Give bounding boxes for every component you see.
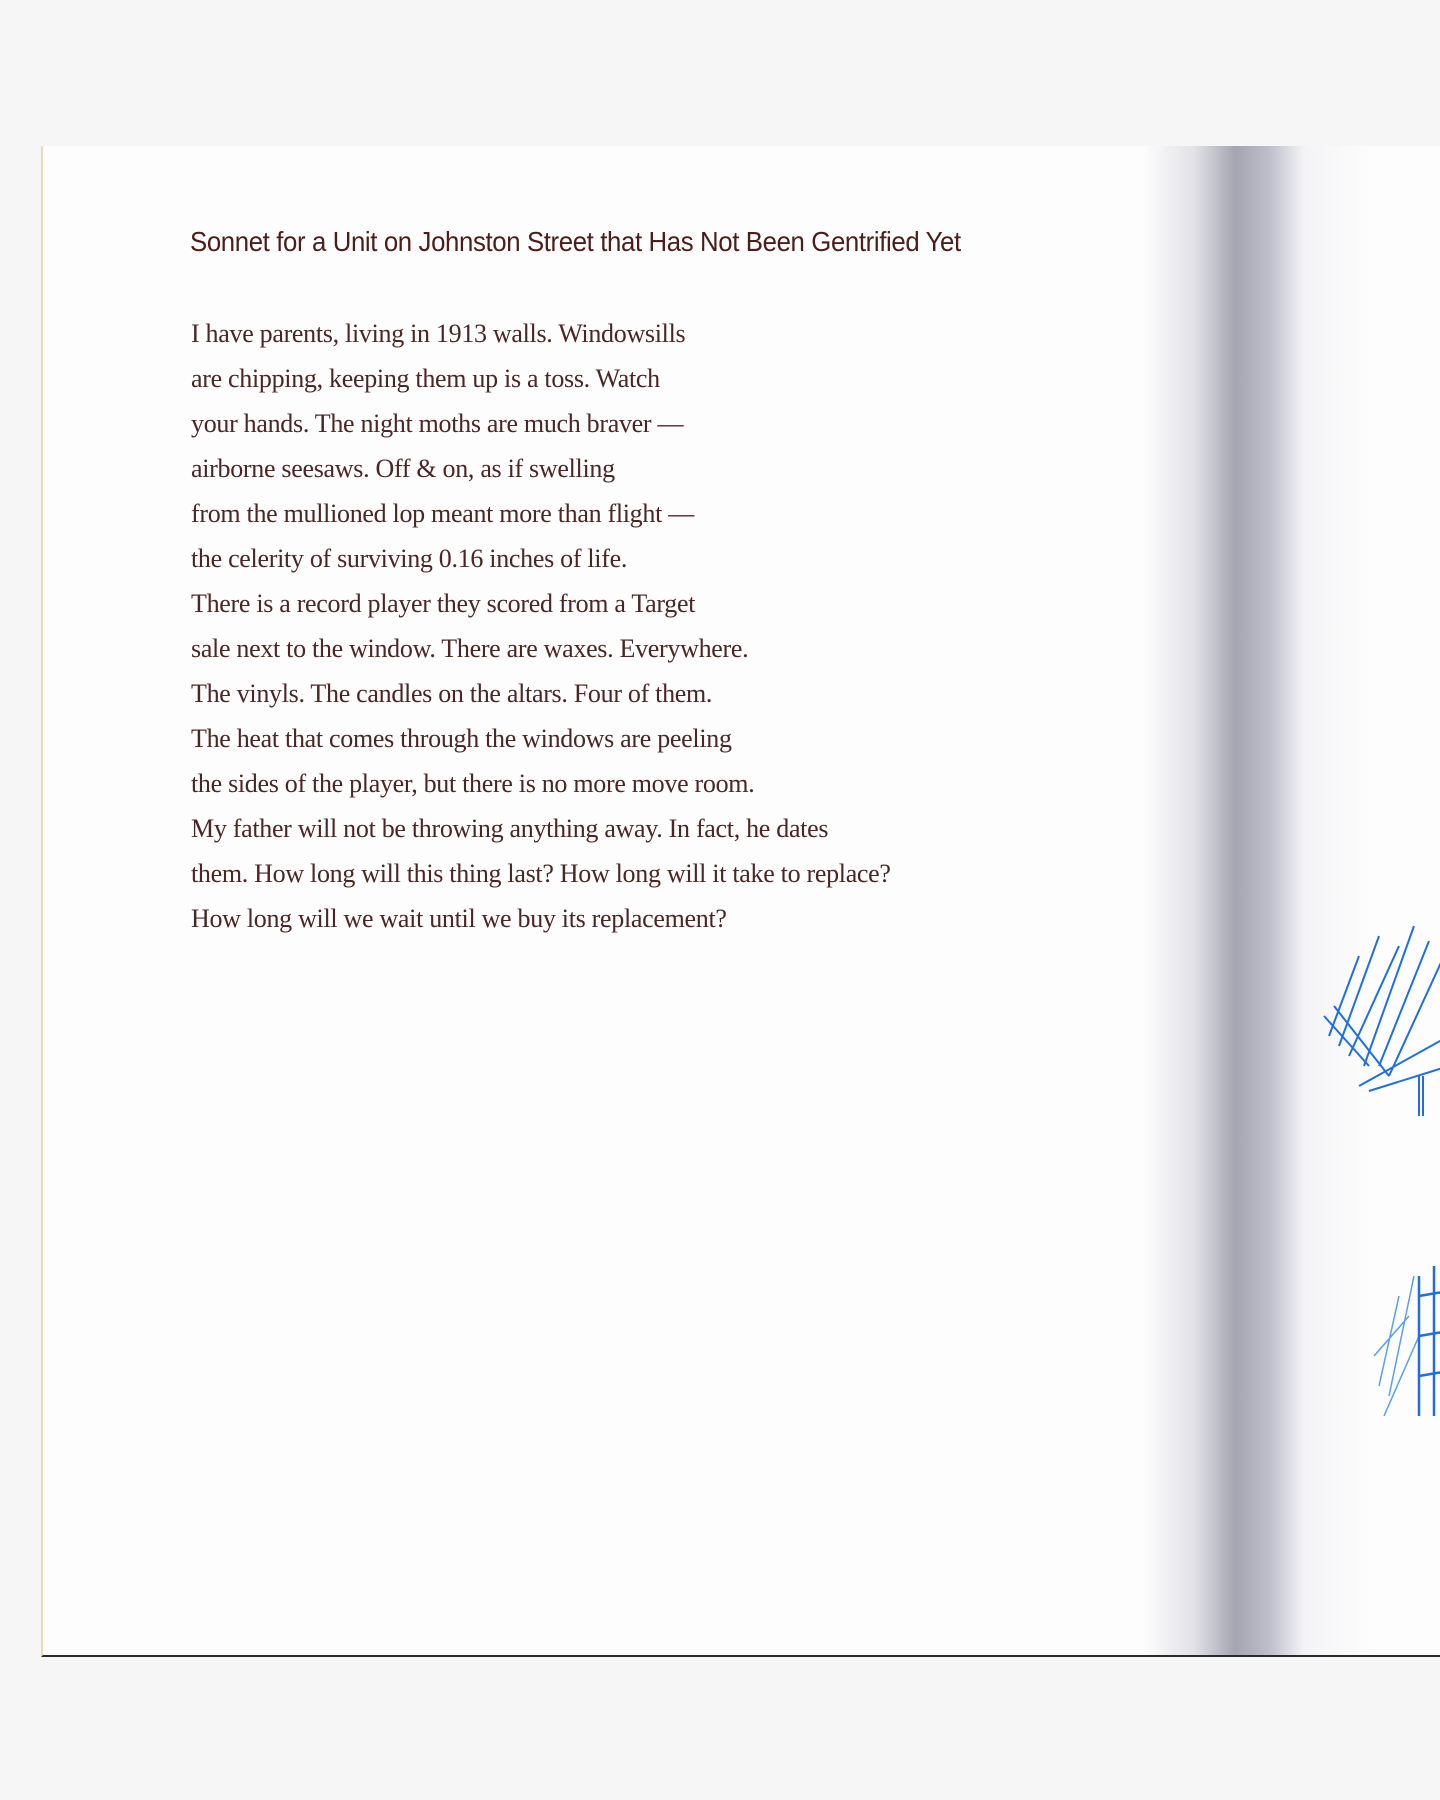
poem-line: How long will we wait until we buy its replacement? xyxy=(191,904,727,933)
poem-line: from the mullioned lop meant more than flight — xyxy=(191,499,694,528)
poem-line: There is a record player they scored from a Target xyxy=(191,589,696,618)
poem-line: sale next to the window. There are waxes. Everywhere. xyxy=(191,634,749,663)
poem-line: your hands. The night moths are much braver — xyxy=(191,409,684,438)
poem-line: The heat that comes through the windows are peeling xyxy=(191,724,732,753)
poem-title: Sonnet for a Unit on Johnston Street that Has Not Been Gentrified Yet xyxy=(190,226,961,257)
blue-tree-illustration xyxy=(1319,916,1440,1436)
poem-line: The vinyls. The candles on the altars. Four of them. xyxy=(191,679,713,708)
book-page xyxy=(41,146,1440,1657)
poem-line: are chipping, keeping them up is a toss. Watch xyxy=(191,364,660,393)
poem-line: them. How long will this thing last? How long will it take to replace? xyxy=(191,859,891,888)
poem-line: My father will not be throwing anything away. In fact, he dates xyxy=(191,814,829,843)
poem-line: I have parents, living in 1913 walls. Windowsills xyxy=(191,319,686,348)
poem-line: the celerity of surviving 0.16 inches of life. xyxy=(191,544,628,573)
poem-body xyxy=(191,311,891,941)
poem-line: the sides of the player, but there is no more move room. xyxy=(191,769,755,798)
poem-line: airborne seesaws. Off & on, as if swelling xyxy=(191,454,615,483)
